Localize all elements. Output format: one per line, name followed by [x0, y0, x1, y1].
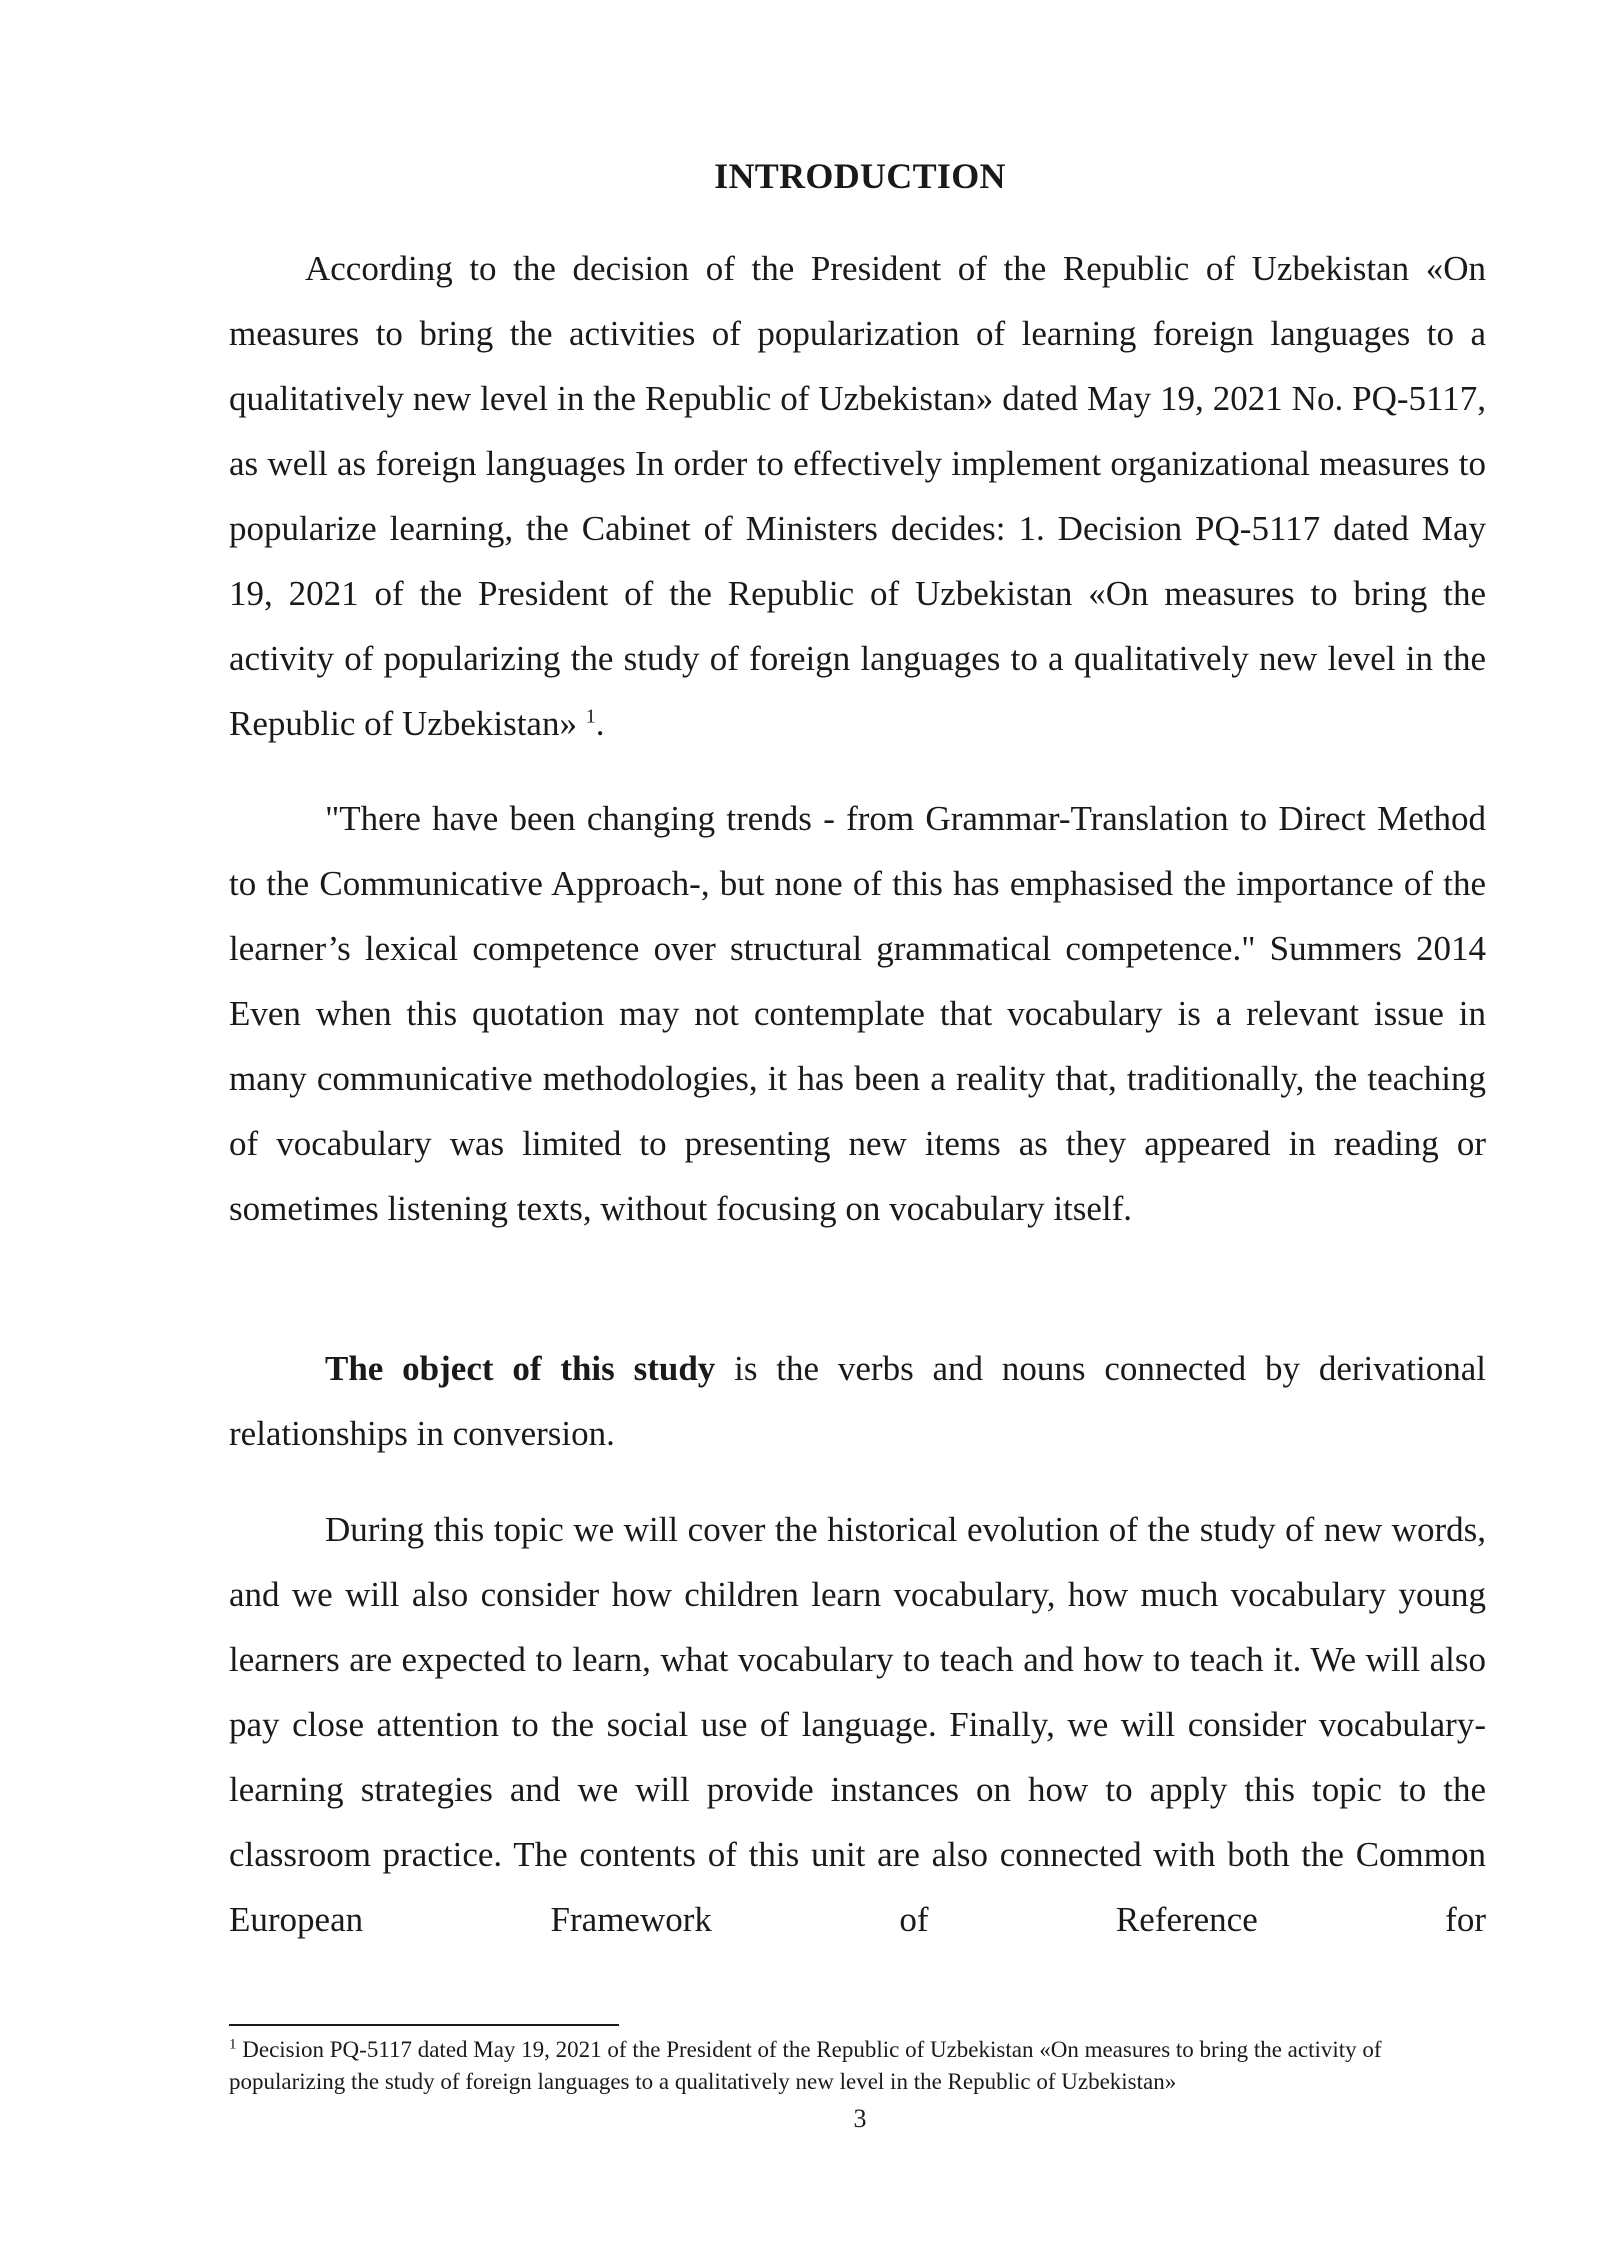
- paragraph-text: "There have been changing trends - from Grammar-Translation to Direct Method to the Communicative Approach-, but none of this has emphasised the importance of the learner’s lexical competence over structural grammatical competence." Summers 2014 Even when this quotation may not contemplate that vocabulary is a relevant issue in many communicative methodologies, it has been a reality that, traditionally, the teaching of vocabulary was limited to presenting new items as they appeared in reading or sometimes listening texts, without focusing on vocabulary itself.: [229, 799, 1486, 1228]
- footnote-reference: 1: [585, 705, 596, 728]
- page-number: 3: [853, 2104, 867, 2133]
- paragraph-topic-overview: [229, 1497, 1486, 1952]
- footnote: [229, 2034, 1486, 2098]
- paragraph-quotation: [229, 786, 1486, 1241]
- page-title: INTRODUCTION: [714, 156, 1006, 196]
- paragraph-text: is the verbs and nouns connected by derivational relationships in conversion.: [229, 1349, 1486, 1453]
- bold-lead-phrase: The object of this study: [325, 1349, 716, 1388]
- footnote-text: Decision PQ-5117 dated May 19, 2021 of the President of the Republic of Uzbekistan «On measures to bring the activity of popularizing the study of foreign languages to a qualitatively new level in the Republic of Uzbekistan»: [229, 2037, 1382, 2094]
- paragraph-text: During this topic we will cover the historical evolution of the study of new words, and we will also consider how children learn vocabulary, how much vocabulary young learners are expected to learn, what vocabulary to teach and how to teach it. We will also pay close attention to the social use of language. Finally, we will consider vocabulary-learning strategies and we will provide instances on how to apply this topic to the classroom practice. The contents of this unit are also connected with both the Common European Framework of Reference for: [229, 1510, 1486, 1939]
- footnote-marker: 1: [229, 2036, 237, 2053]
- paragraph-object-of-study: [229, 1336, 1486, 1466]
- paragraph-decision: [229, 236, 1486, 756]
- paragraph-end: .: [595, 704, 605, 743]
- footnote-divider: [229, 2024, 619, 2026]
- paragraph-text: According to the decision of the President of the Republic of Uzbekistan «On measures to bring the activities of popularization of learning foreign languages to a qualitatively new level in the Republic of Uzbekistan» dated May 19, 2021 No. PQ-5117, as well as foreign languages In order to effectively implement organizational measures to popularize learning, the Cabinet of Ministers decides: 1. Decision PQ-5117 dated May 19, 2021 of the President of the Republic of Uzbekistan «On measures to bring the activity of popularizing the study of foreign languages to a qualitatively new level in the Republic of Uzbekistan»: [229, 249, 1486, 743]
